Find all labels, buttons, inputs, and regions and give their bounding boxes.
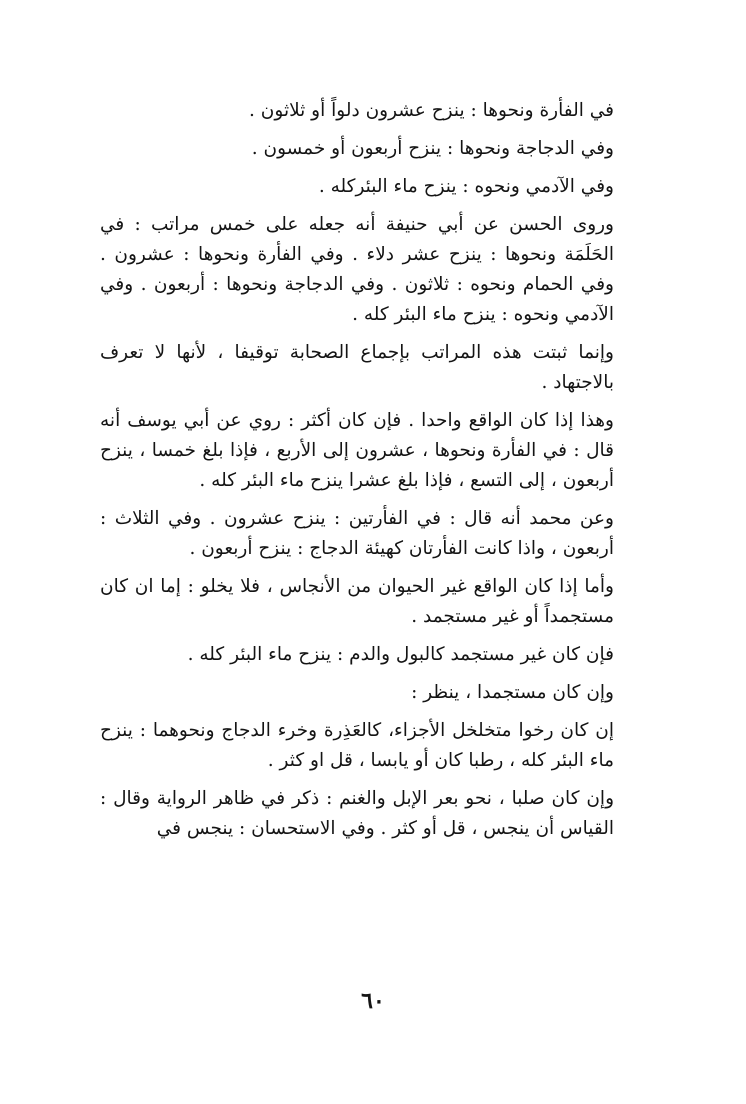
paragraph-12: وإن كان صلبا ، نحو بعر الإبل والغنم : ذكر في ظاهر الرواية وقال : القياس أن ينجس ، قل أو كثر . وفي الاستحسان : ينجس في — [100, 788, 614, 839]
paragraph-7: وعن محمد أنه قال : في الفأرتين : ينزح عشرون . وفي الثلاث : أربعون ، واذا كانت الفأرتان كهيئة الدجاج : ينزح أربعون . — [100, 508, 614, 559]
paragraph-4: وروى الحسن عن أبي حنيفة أنه جعله على خمس مراتب : في الحَلَمَة ونحوها : ينزح عشر دلاء . وفي الفأرة ونحوها : عشرون . وفي الحمام ونحوه : ثلاثون . وفي الدجاجة ونحوها : أربعون . وفي الآدمي ونحوه : ينزح ماء البئر كله . — [100, 214, 614, 325]
paragraph-2: وفي الدجاجة ونحوها : ينزح أربعون أو خمسون . — [251, 138, 614, 159]
page-number: ٦٠ — [361, 988, 385, 1014]
paragraph-3: وفي الآدمي ونحوه : ينزح ماء البئركله . — [318, 176, 614, 197]
paragraph-8: وأما إذا كان الواقع غير الحيوان من الأنجاس ، فلا يخلو : إما ان كان مستجمداً أو غير مستجمد . — [100, 576, 614, 627]
paragraph-11: إن كان رخوا متخلخل الأجزاء، كالعَذِرة وخرء الدجاج ونحوهما : ينزح ماء البئر كله ، رطبا كان أو يابسا ، قل او كثر . — [100, 720, 614, 771]
paragraph-1: في الفأرة ونحوها : ينزح عشرون دلواً أو ثلاثون . — [249, 100, 614, 121]
paragraph-10: وإن كان مستجمدا ، ينظر : — [411, 682, 614, 703]
paragraph-6: وهذا إذا كان الواقع واحدا . فإن كان أكثر : روي عن أبي يوسف أنه قال : في الفأرة ونحوها ، عشرون إلى الأربع ، فإذا بلغ خمسا ، ينزح أربعون ، إلى التسع ، فإذا بلغ عشرا ينزح ماء البئر كله . — [100, 410, 614, 491]
paragraph-5: وإنما ثبتت هذه المراتب بإجماع الصحابة توقيفا ، لأنها لا تعرف بالاجتهاد . — [100, 342, 614, 393]
page-body — [100, 96, 614, 976]
paragraph-9: فإن كان غير مستجمد كالبول والدم : ينزح ماء البئر كله . — [187, 644, 614, 665]
